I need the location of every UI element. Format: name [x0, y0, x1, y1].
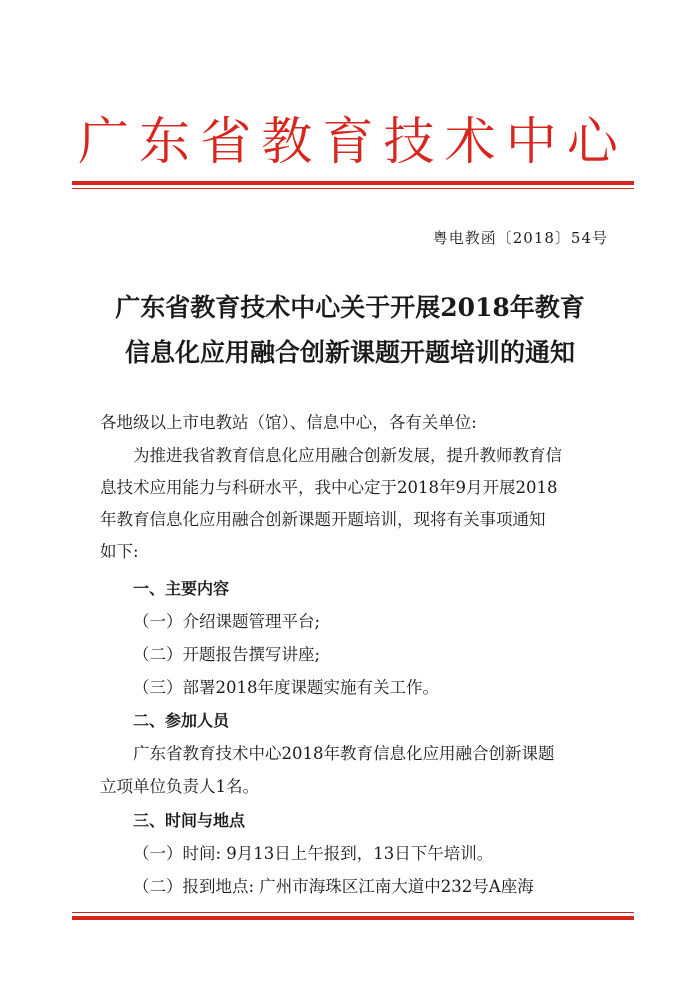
list-item: （一）时间: 9月13日上午报到，13日下午培训。	[133, 844, 494, 863]
document-number: 粤电教函〔2018〕54号	[432, 229, 608, 247]
list-item: （二）报到地点: 广州市海珠区江南大道中232号A座海	[133, 877, 534, 896]
list-item: （三）部署2018年度课题实施有关工作。	[133, 678, 439, 697]
section-heading: 三、时间与地点	[133, 811, 246, 830]
footer-divider-thick	[72, 916, 634, 920]
letterhead-char: 术	[444, 113, 496, 172]
letterhead-char: 广	[78, 113, 130, 172]
header-divider-thick	[72, 181, 634, 185]
list-item: （一）介绍课题管理平台;	[133, 612, 321, 631]
paragraph-line: 如下:	[100, 542, 139, 561]
list-item: （二）开题报告撰写讲座;	[133, 645, 321, 664]
salutation: 各地级以上市电教站（馆）、信息中心，各有关单位:	[100, 413, 477, 432]
letterhead-char: 心	[566, 113, 618, 172]
paragraph-line: 立项单位负责人1名。	[100, 777, 259, 796]
letterhead-char: 教	[261, 113, 313, 172]
header-divider-thin	[72, 188, 634, 189]
intro-paragraph	[100, 440, 620, 568]
letterhead-char: 育	[322, 113, 374, 172]
footer-divider-thin	[72, 912, 634, 913]
paragraph-line: 息技术应用能力与科研水平，我中心定于2018年9月开展2018	[100, 478, 558, 497]
paragraph-line: 为推进我省教育信息化应用融合创新发展，提升教师教育信	[133, 446, 562, 465]
paragraph-line: 广东省教育技术中心2018年教育信息化应用融合创新课题	[133, 744, 555, 763]
document-title	[60, 285, 640, 375]
org-letterhead	[78, 108, 618, 178]
section-heading: 一、主要内容	[133, 579, 230, 598]
title-line: 广东省教育技术中心关于开展2018年教育	[115, 293, 585, 322]
section-heading: 二、参加人员	[133, 711, 230, 730]
title-line: 信息化应用融合创新课题开题培训的通知	[124, 338, 575, 367]
letterhead-char: 东	[139, 113, 191, 172]
letterhead-char: 省	[200, 113, 252, 172]
letterhead-char: 中	[505, 113, 557, 172]
paragraph-line: 年教育信息化应用融合创新课题开题培训，现将有关事项通知	[100, 510, 546, 529]
letterhead-char: 技	[383, 113, 435, 172]
